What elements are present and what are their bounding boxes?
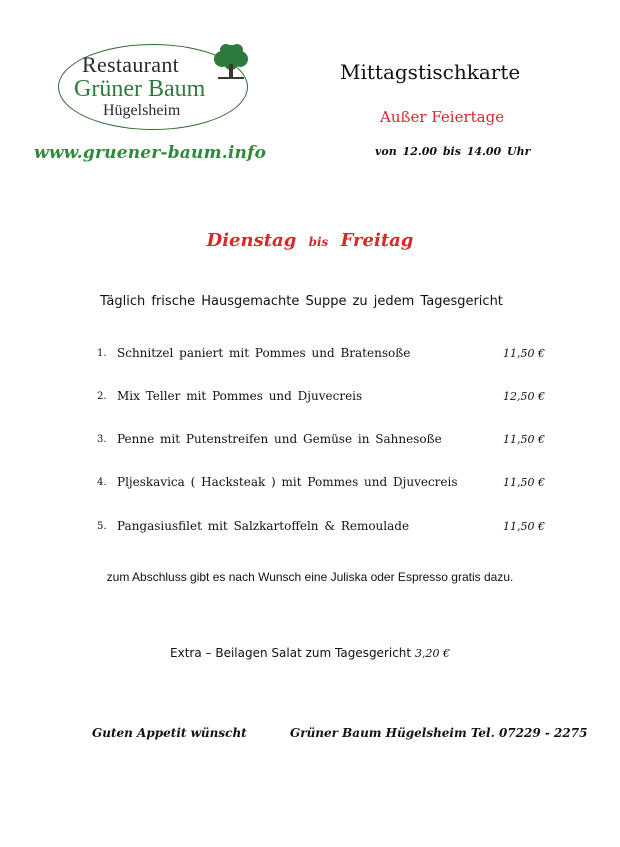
dish-name: Pljeskavica ( Hacksteak ) mit Pommes und Djuvecreis (117, 475, 458, 489)
days-heading (0, 230, 620, 251)
menu-title: Mittagstischkarte (340, 60, 521, 84)
extra-price: 3,20 € (414, 647, 450, 660)
holiday-note: Außer Feiertage (380, 108, 505, 126)
dish-item (97, 475, 557, 495)
logo-town-text: Hügelsheim (103, 102, 181, 119)
days-connector: bis (308, 235, 329, 249)
dish-item (97, 519, 557, 539)
dish-name: Penne mit Putenstreifen und Gemüse in Sahnesoße (117, 432, 442, 446)
dish-price: 11,50 € (503, 520, 545, 533)
website-url: www.gruener-baum.info (34, 143, 267, 163)
dish-price: 11,50 € (503, 476, 545, 489)
closing-note: zum Abschluss gibt es nach Wunsch eine Juliska oder Espresso gratis dazu. (106, 570, 514, 584)
dish-name: Pangasiusfilet mit Salzkartoffeln & Remoulade (117, 519, 410, 533)
tree-icon (210, 42, 252, 82)
dish-name: Mix Teller mit Pommes und Djuvecreis (117, 389, 363, 403)
dish-number: 3. (97, 434, 107, 445)
days-from: Dienstag (206, 230, 297, 251)
extra-side-salad (0, 646, 620, 660)
dish-price: 12,50 € (503, 390, 545, 403)
opening-hours: von 12.00 bis 14.00 Uhr (375, 145, 531, 158)
dish-item (97, 389, 557, 409)
dish-number: 5. (97, 521, 107, 532)
dish-price: 11,50 € (503, 347, 545, 360)
logo-restaurant-text: Restaurant (82, 52, 180, 77)
dish-number: 2. (97, 391, 107, 402)
dish-item (97, 432, 557, 452)
dish-price: 11,50 € (503, 433, 545, 446)
footer-contact: Grüner Baum Hügelsheim Tel. 07229 - 2275 (290, 726, 588, 740)
footer-greeting: Guten Appetit wünscht (92, 726, 247, 740)
dish-number: 1. (97, 348, 107, 359)
dish-number: 4. (97, 477, 107, 488)
dish-item (97, 346, 557, 366)
extra-label: Extra – Beilagen Salat zum Tagesgericht (170, 646, 412, 660)
days-to: Freitag (340, 230, 414, 251)
soup-note: Täglich frische Hausgemachte Suppe zu jedem Tagesgericht (100, 294, 503, 309)
logo-name-text: Grüner Baum (74, 76, 206, 102)
dish-name: Schnitzel paniert mit Pommes und Bratensoße (117, 346, 411, 360)
